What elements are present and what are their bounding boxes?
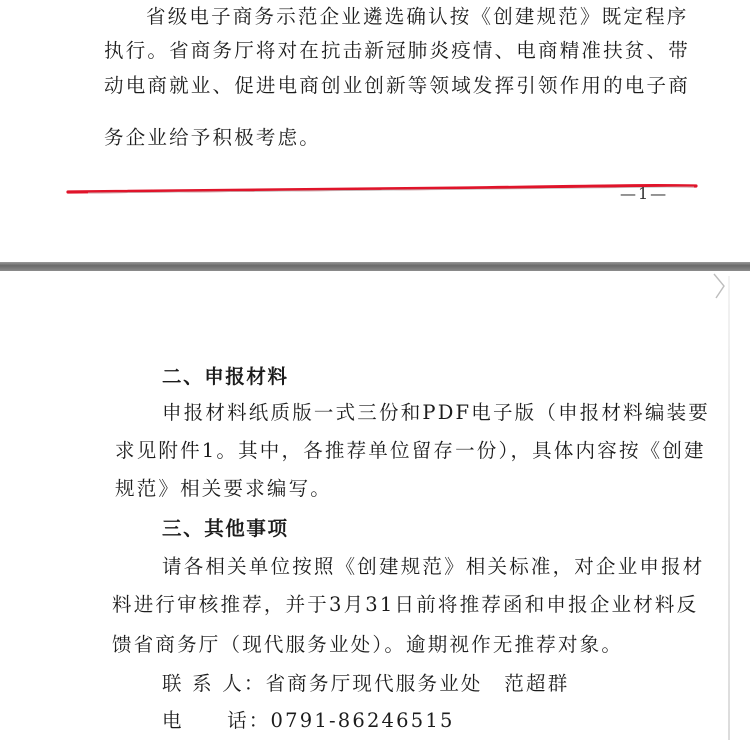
paper-edge-shadow [728,276,730,740]
paragraph-line: 执行。省商务厅将对在抗击新冠肺炎疫情、电商精准扶贫、带 [104,39,690,62]
red-rule-line [68,185,696,195]
paragraph-line: 申报材料纸质版一式三份和PDF电子版（申报材料编装要 [162,401,710,424]
contact-value: 省商务厅现代服务业处 范超群 [265,672,570,695]
paragraph-line: 规范》相关要求编写。 [115,477,333,500]
page-separator [0,262,750,271]
document-page-2 [0,271,750,740]
paragraph-line: 请各相关单位按照《创建规范》相关标准，对企业申报材 [162,555,705,578]
phone-label: 电 话： [162,709,271,732]
paragraph-line: 务企业给予积极考虑。 [104,126,322,149]
contact-label: 联 系 人： [162,672,266,695]
phone-value: 0791-86246515 [270,709,455,732]
paragraph-line: 动电商就业、促进电商创业创新等领域发挥引领作用的电子商 [104,74,690,97]
paragraph-line: 求见附件1。其中，各推荐单位留存一份），具体内容按《创建 [115,439,706,462]
page-number: —1— [620,184,669,203]
paragraph-line: 料进行审核推荐，并于3月31日前将推荐函和申报企业材料反 [112,593,699,616]
paper-edge-mark [712,272,726,300]
phone-line [162,709,455,733]
paragraph-line: 省级电子商务示范企业遴选确认按《创建规范》既定程序 [146,5,689,28]
contact-line [162,672,569,696]
section-heading: 三、其他事项 [162,517,289,540]
document-page-1 [0,0,750,262]
section-heading: 二、申报材料 [162,365,289,388]
paragraph-line: 馈省商务厅（现代服务业处）。逾期视作无推荐对象。 [112,633,624,656]
